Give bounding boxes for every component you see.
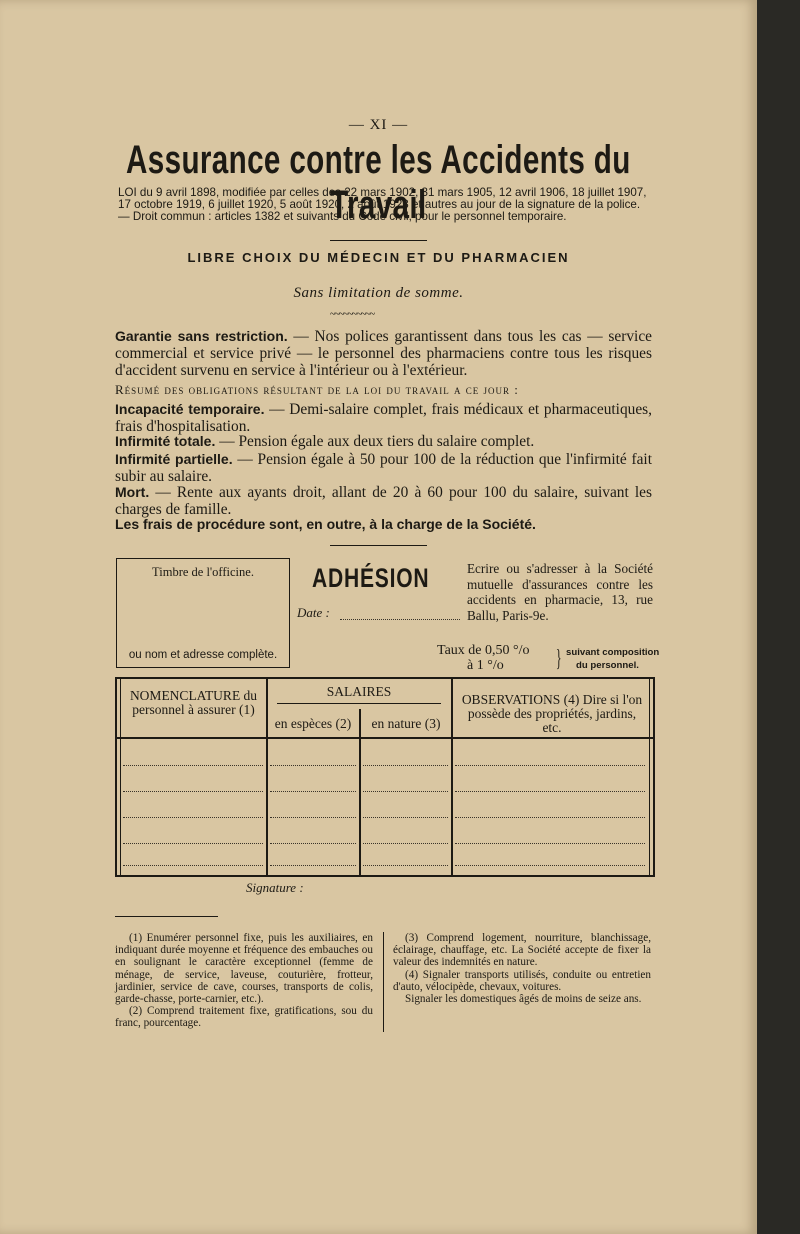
garantie-label: Garantie sans restriction. xyxy=(115,328,288,344)
obligation-label: Infirmité partielle. xyxy=(115,451,233,467)
salaires-underline xyxy=(277,703,441,704)
garantie-text: — Nos polices garantissent dans tous les cas — service commercial et service privé — le personnel des pharmaciens contre tous les risques d'accident survenu en service à l'intérieur ou à l'extérieur. xyxy=(115,328,652,379)
column-divider xyxy=(451,679,453,875)
footnote: (1) Enumérer personnel fixe, puis les auxiliaires, en indiquant durée moyenne et fréquence des embauches ou en soulignant le caractère exceptionnel (femme de ménage, de service, laveuse, couturière, frotteur, jardinier, service de cave, courses, transports de colis, garde-chasse, porte-carnier, etc.). xyxy=(115,932,373,1006)
obligation-item xyxy=(115,433,652,450)
table-row[interactable] xyxy=(270,843,356,844)
stamp-box-label: Timbre de l'officine. xyxy=(152,565,254,579)
footnotes-left xyxy=(115,932,373,1030)
table-row[interactable] xyxy=(123,843,263,844)
table-row[interactable] xyxy=(270,817,356,818)
obligation-text: — Pension égale à 50 pour 100 de la réduction que l'infirmité fait subir au salaire. xyxy=(115,451,652,485)
personnel-table xyxy=(115,677,655,877)
page-title: Assurance contre les Accidents du Travail xyxy=(126,138,631,227)
header-observations: OBSERVATIONS (4) Dire si l'on possède des propriétés, jardins, etc. xyxy=(461,692,643,735)
rate-info xyxy=(437,643,530,673)
frais-note xyxy=(115,516,652,533)
obligation-label: Infirmité totale. xyxy=(115,433,216,449)
obligation-text: — Rente aux ayants droit, allant de 20 à 60 pour 100 du salaire, suivant les charges de famille. xyxy=(115,484,652,518)
contact-address: Ecrire ou s'adresser à la Société mutuelle d'assurances contre les accidents en pharmacie, 13, rue Ballu, Paris-9e. xyxy=(467,561,653,623)
date-field[interactable] xyxy=(340,619,460,620)
table-row[interactable] xyxy=(363,791,448,792)
table-row[interactable] xyxy=(123,791,263,792)
header-nature: en nature (3) xyxy=(371,716,441,731)
rate-line-2: à 1 °/o xyxy=(467,658,504,673)
page-number: — XI — xyxy=(348,117,409,133)
footnote: (2) Comprend traitement fixe, gratifications, sou du franc, pourcentage. xyxy=(115,1005,373,1030)
rate-note xyxy=(566,646,659,672)
resume-heading: Résumé des obligations résultant de la loi du travail a ce jour : xyxy=(115,382,519,397)
table-row[interactable] xyxy=(455,843,645,844)
header-salaires: SALAIRES xyxy=(326,684,392,699)
table-row[interactable] xyxy=(123,817,263,818)
obligation-label: Mort. xyxy=(115,484,150,500)
rate-line-1: Taux de 0,50 °/o xyxy=(437,643,530,658)
footnote: (3) Comprend logement, nourriture, blanchissage, éclairage, chauffage, etc. La Société accepte de fixer la valeur des indemnités en nature. xyxy=(393,932,651,969)
footnote: (4) Signaler transports utilisés, conduite ou entretien d'auto, vélocipède, chevaux, voitures. xyxy=(393,968,651,993)
table-row[interactable] xyxy=(455,765,645,766)
table-row[interactable] xyxy=(455,817,645,818)
obligation-item xyxy=(115,484,652,518)
stamp-box-caption: ou nom et adresse complète. xyxy=(128,649,278,661)
ornament: ~~~~~~~~~~ xyxy=(330,309,375,320)
obligation-label: Incapacité temporaire. xyxy=(115,401,265,417)
table-row[interactable] xyxy=(123,765,263,766)
obligation-item xyxy=(115,451,652,485)
divider xyxy=(330,240,427,241)
brace-icon: } xyxy=(555,646,562,672)
header-especes: en espèces (2) xyxy=(274,716,352,731)
footnotes-right xyxy=(393,932,651,1005)
header-rule xyxy=(117,737,653,739)
rate-note-2: du personnel. xyxy=(576,660,639,671)
table-row[interactable] xyxy=(363,765,448,766)
table-row[interactable] xyxy=(270,791,356,792)
column-divider xyxy=(266,679,268,875)
sans-limitation: Sans limitation de somme. xyxy=(293,285,464,301)
frais-text: Les frais de procédure sont, en outre, à la charge de la Société. xyxy=(115,516,536,532)
inner-border xyxy=(649,679,650,875)
stamp-box[interactable] xyxy=(116,558,290,668)
garantie-paragraph xyxy=(115,328,652,379)
table-row[interactable] xyxy=(270,765,356,766)
table-row[interactable] xyxy=(455,791,645,792)
adhesion-title: ADHÉSION xyxy=(312,563,430,593)
divider xyxy=(330,545,427,546)
obligation-item xyxy=(115,401,652,435)
rate-note-1: suivant composition xyxy=(566,647,660,658)
footnote: Signaler les domestiques âgés de moins de seize ans. xyxy=(405,993,642,1006)
obligation-text: — Pension égale aux deux tiers du salaire complet. xyxy=(215,433,535,450)
column-divider xyxy=(359,709,361,875)
table-row[interactable] xyxy=(455,865,645,866)
footnote-separator xyxy=(383,932,384,1032)
header-nomenclature: NOMENCLATURE du personnel à assurer (1) xyxy=(129,688,258,717)
table-row[interactable] xyxy=(270,865,356,866)
table-row[interactable] xyxy=(363,843,448,844)
signature-label: Signature : xyxy=(246,880,304,895)
date-label: Date : xyxy=(297,605,330,620)
law-reference: LOI du 9 avril 1898, modifiée par celles des 22 mars 1902, 31 mars 1905, 12 avril 1906, 18 juillet 1907, 17 octobre 1919, 6 juillet 1920, 5 août 1920, 2 août 1923 et autres au jour de la signature de la police. — Droit commun : articles 1382 et suivants du Code civil, pour le personnel temporaire. xyxy=(118,186,647,223)
obligation-text: — Demi-salaire complet, frais médicaux et pharmaceutiques, frais d'hospitalisation. xyxy=(115,401,652,435)
table-row[interactable] xyxy=(363,817,448,818)
table-row[interactable] xyxy=(123,865,263,866)
table-row[interactable] xyxy=(363,865,448,866)
footnote-rule xyxy=(115,916,218,917)
libre-choix-heading: LIBRE CHOIX DU MÉDECIN ET DU PHARMACIEN xyxy=(187,250,570,265)
